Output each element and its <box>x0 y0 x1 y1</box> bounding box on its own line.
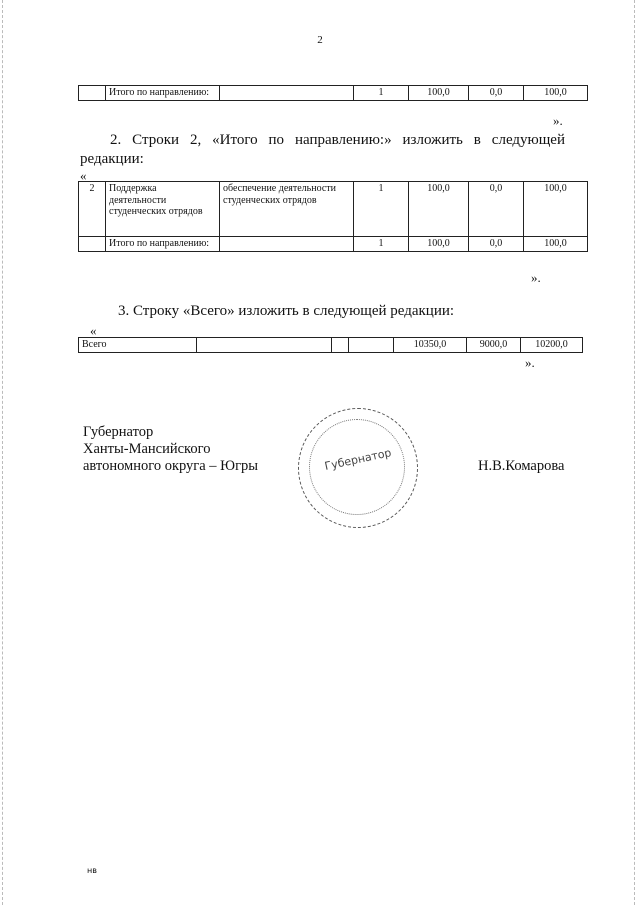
table-cell: 100,0 <box>409 237 469 252</box>
table-direction-total <box>78 85 588 101</box>
scan-edge-left <box>2 0 4 905</box>
executor-initials: нв <box>87 866 97 875</box>
page-number: 2 <box>317 34 323 46</box>
opening-quote: « <box>90 323 97 338</box>
signatory-name: Н.В.Комарова <box>478 458 565 474</box>
table-cell: Поддержка деятельности студенческих отрядов <box>106 182 220 237</box>
table-row <box>79 237 588 252</box>
table-cell: 100,0 <box>409 182 469 237</box>
table-cell <box>197 338 332 353</box>
item-2-text-cont: редакции: <box>80 151 144 167</box>
table-cell: Итого по направлению: <box>106 237 220 252</box>
scan-edge-right <box>634 0 636 905</box>
table-cell: 2 <box>79 182 106 237</box>
table-cell: 0,0 <box>469 86 524 101</box>
item-2-text: 2. Строки 2, «Итого по направлению:» изложить в следующей <box>110 132 565 148</box>
table-cell: 1 <box>354 237 409 252</box>
table-cell: 0,0 <box>469 237 524 252</box>
table-cell: 100,0 <box>524 86 588 101</box>
signature-title-line: Губернатор <box>83 424 154 440</box>
closing-quote: ». <box>553 113 563 128</box>
table-cell: Всего <box>79 338 197 353</box>
table-cell: 1 <box>354 182 409 237</box>
table-total <box>78 337 583 353</box>
closing-quote: ». <box>525 355 535 370</box>
closing-quote: ». <box>531 270 541 285</box>
table-cell <box>349 338 394 353</box>
table-cell: 100,0 <box>524 237 588 252</box>
opening-quote: « <box>80 168 87 183</box>
table-cell: 100,0 <box>409 86 469 101</box>
table-cell: 100,0 <box>524 182 588 237</box>
table-cell <box>332 338 349 353</box>
table-student-squads <box>78 181 588 252</box>
table-cell: 10200,0 <box>521 338 583 353</box>
item-3-text: 3. Строку «Всего» изложить в следующей редакции: <box>118 303 455 319</box>
table-cell <box>79 86 106 101</box>
official-seal <box>298 408 418 528</box>
signature-title <box>83 424 258 475</box>
signature-title-line: автономного округа – Югры <box>83 458 259 474</box>
table-cell: 9000,0 <box>467 338 521 353</box>
table-cell: 0,0 <box>469 182 524 237</box>
table-cell: 1 <box>354 86 409 101</box>
table-cell: обеспечение деятельности студенческих отрядов <box>220 182 354 237</box>
table-cell <box>79 237 106 252</box>
table-row <box>79 182 588 237</box>
signature-title-line: Ханты-Мансийского <box>83 441 211 457</box>
table-row <box>79 338 583 353</box>
seal-text: Губернатор <box>323 446 393 473</box>
table-cell <box>220 237 354 252</box>
table-cell <box>220 86 354 101</box>
table-cell: 10350,0 <box>394 338 467 353</box>
table-row <box>79 86 588 101</box>
table-cell: Итого по направлению: <box>106 86 220 101</box>
